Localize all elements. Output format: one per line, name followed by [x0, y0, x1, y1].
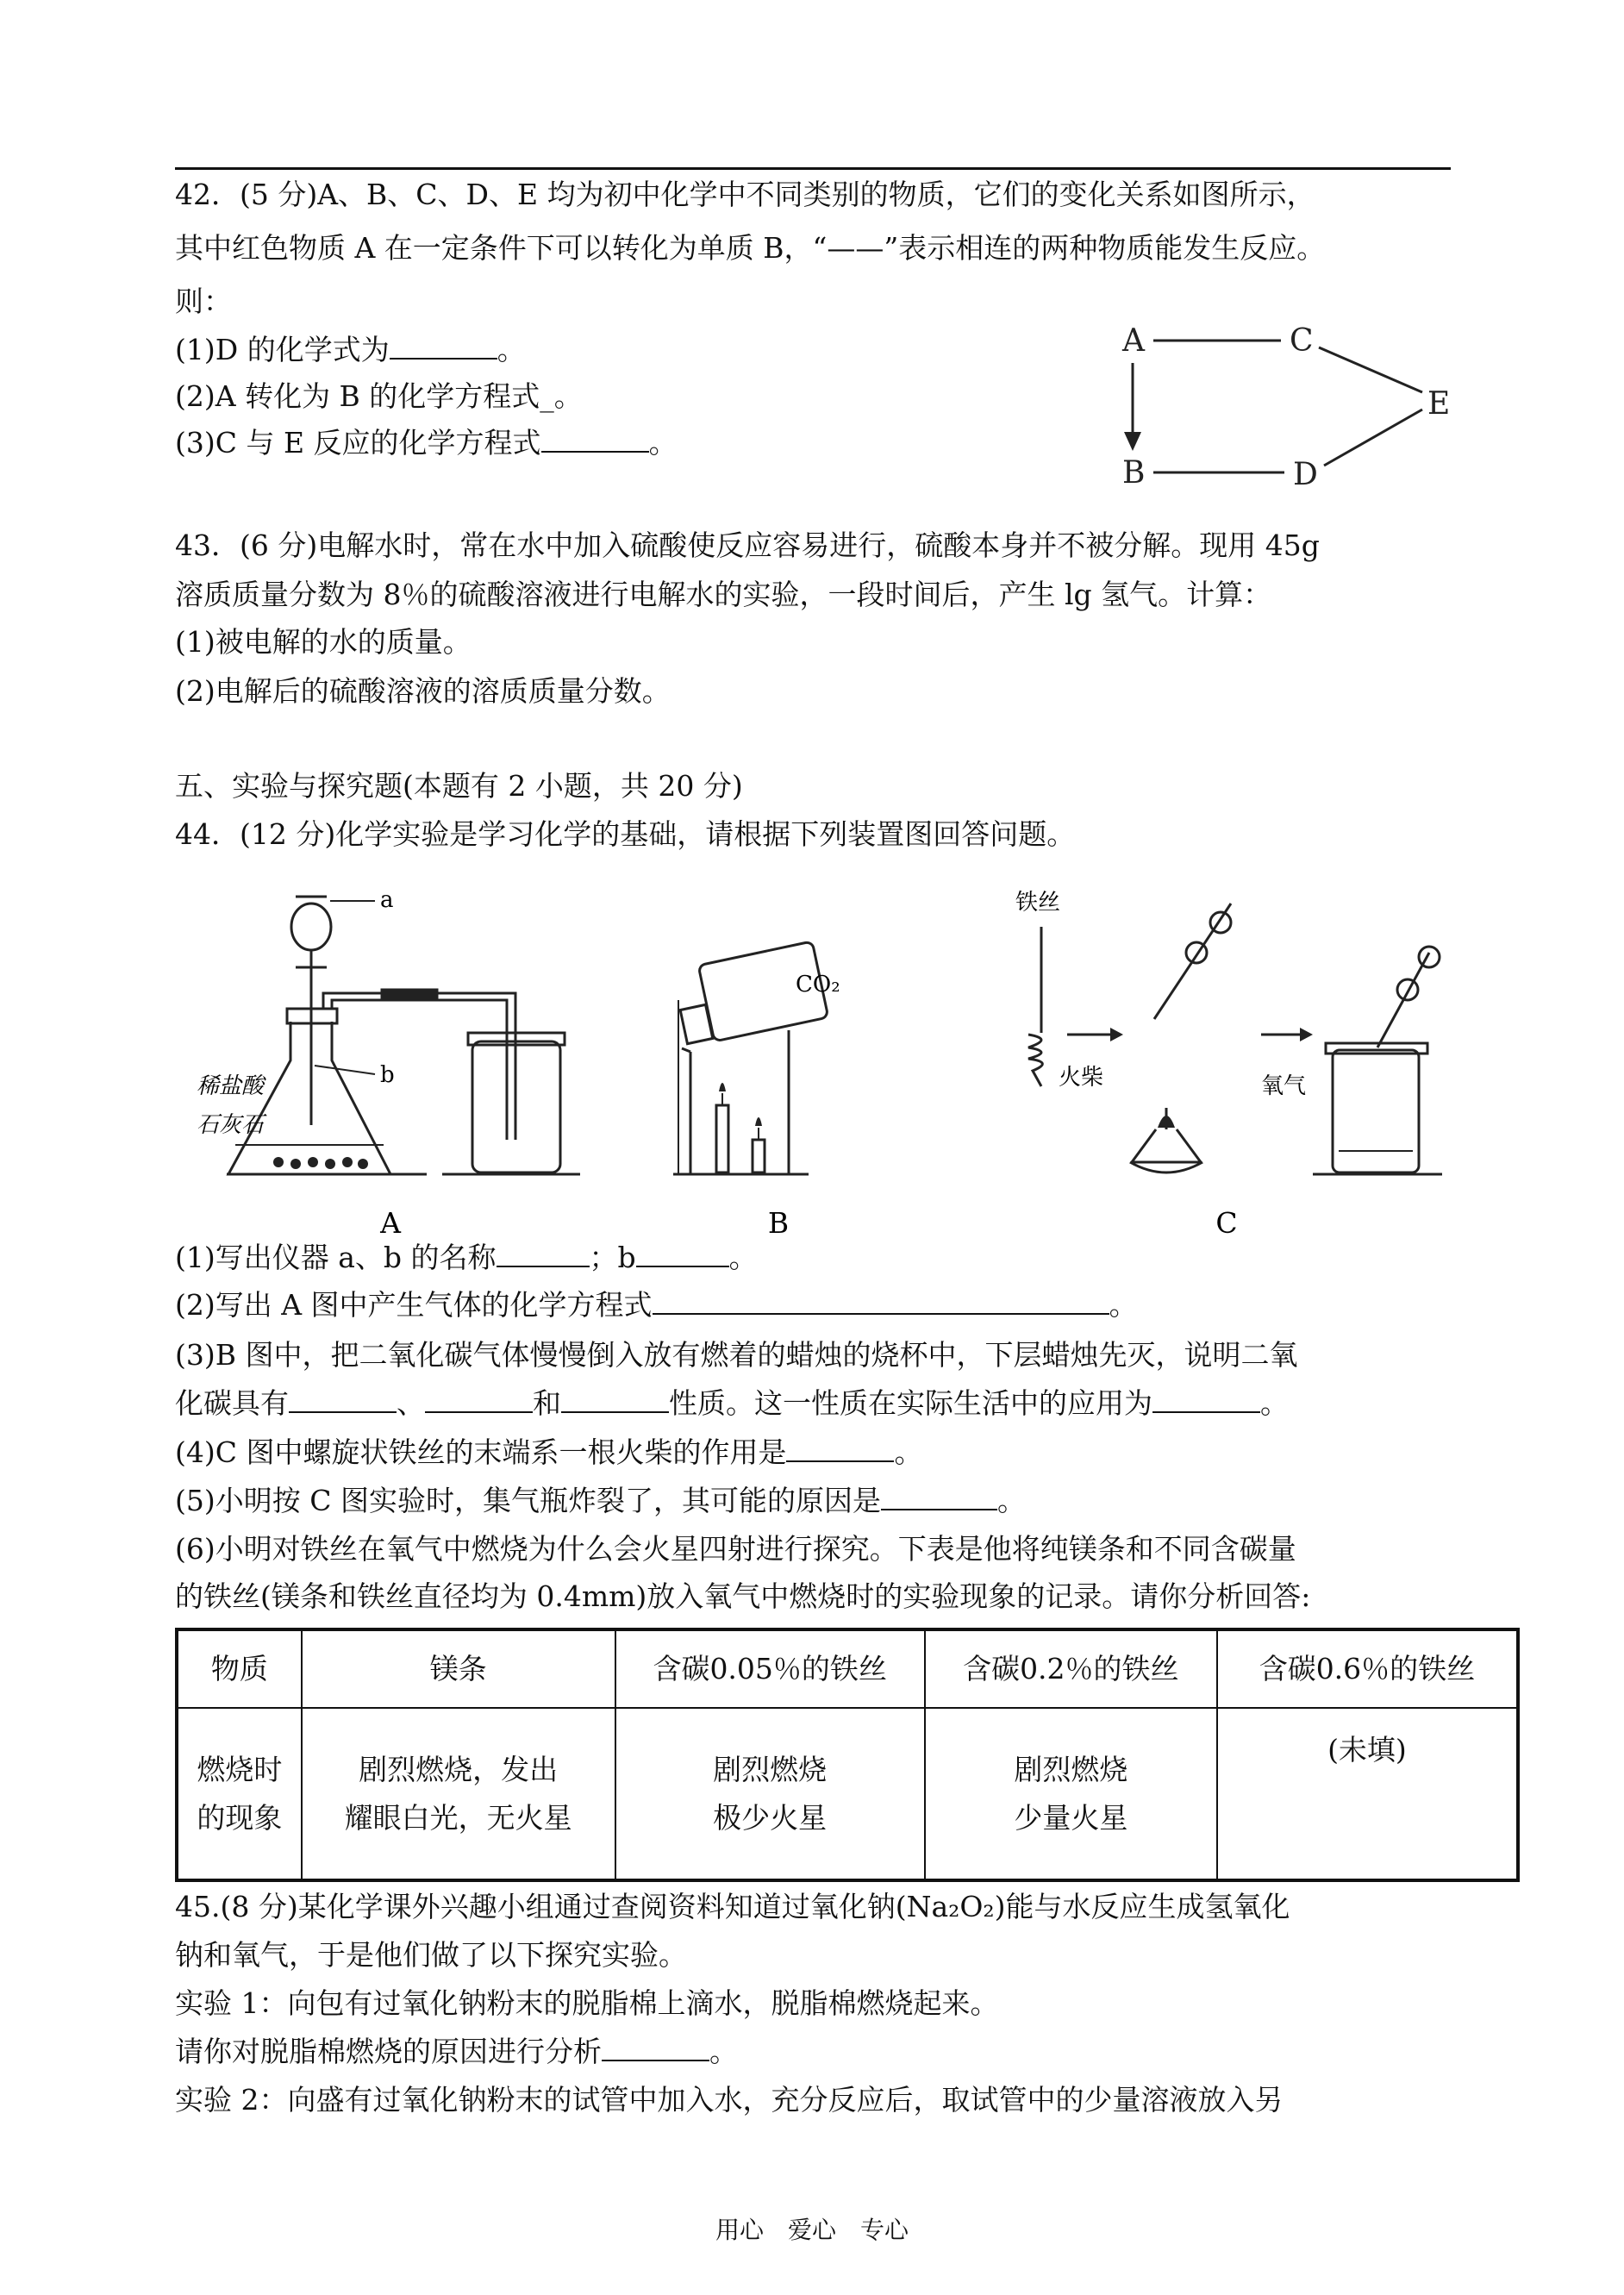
q44-sub-1-end: 。 — [728, 1241, 758, 1274]
cell-line: 极少火星 — [713, 1800, 828, 1835]
section-heading: 五、实验与探究题(本题有 2 小题，共 20 分) — [175, 769, 743, 803]
answer-blank[interactable] — [497, 1240, 590, 1267]
q44-sub-1-text: (1)写出仪器 a、b 的名称 — [175, 1241, 497, 1274]
label-oxygen: 氧气 — [1261, 1073, 1307, 1099]
candle-icon — [716, 1105, 728, 1173]
q45-exp-1-question-text: 请你对脱脂棉燃烧的原因进行分析 — [175, 2035, 602, 2068]
q44-sub-3-text-d: 性质。这一性质在实际生活中的应用为 — [669, 1386, 1152, 1420]
answer-blank[interactable] — [636, 1240, 729, 1267]
table-row-label — [177, 1708, 302, 1880]
q43-sub-2: (2)电解后的硫酸溶液的溶质质量分数。 — [175, 674, 671, 708]
table-cell — [615, 1708, 925, 1880]
label-acid: 稀盐酸 — [197, 1073, 265, 1099]
q45-exp-1-question — [175, 2033, 738, 2071]
flame-icon — [1158, 1116, 1175, 1128]
diagram-node-b: B — [1122, 455, 1146, 491]
label-limestone: 石灰石 — [197, 1112, 265, 1138]
table-header: 含碳0.6％的铁丝 — [1217, 1629, 1518, 1708]
q45-exp-1-question-end: 。 — [709, 2035, 738, 2068]
q44-apparatus-figure — [175, 871, 1468, 1250]
table-cell — [302, 1708, 615, 1880]
q44-sub-4 — [175, 1434, 922, 1472]
row-label-line: 的现象 — [197, 1800, 283, 1835]
limestone-pieces — [273, 1157, 368, 1169]
q44-sub-3-line-2 — [175, 1385, 1289, 1423]
answer-blank[interactable] — [561, 1385, 669, 1413]
q42-sub-3-end: 。 — [648, 426, 678, 460]
q42-sub-3-text: (3)C 与 E 反应的化学方程式 — [175, 426, 541, 460]
q42-line-1: 42．(5 分)A、B、C、D、E 均为初中化学中不同类别的物质，它们的变化关系如图所示， — [175, 178, 1315, 211]
q44-sub-6-line-1: (6)小明对铁丝在氧气中燃烧为什么会火星四射进行探究。下表是他将纯镁条和不同含碳量 — [175, 1532, 1296, 1566]
q44-sub-2 — [175, 1286, 1138, 1324]
q42-sub-1-end: 。 — [497, 333, 526, 366]
q44-sub-1 — [175, 1239, 758, 1277]
apparatus-c — [1028, 904, 1442, 1174]
combustion-table — [175, 1628, 1520, 1882]
q42-sub-2: (2)A 转化为 B 的化学方程式_。 — [175, 379, 583, 413]
candle-icon — [753, 1140, 765, 1173]
diagram-node-e: E — [1427, 386, 1451, 422]
iron-wire-coil-icon — [1028, 1035, 1042, 1086]
cell-line: 耀眼白光，无火星 — [344, 1800, 572, 1835]
q44-intro: 44．(12 分)化学实验是学习化学的基础，请根据下列装置图回答问题。 — [175, 817, 1076, 851]
answer-blank[interactable] — [425, 1385, 533, 1413]
table-header: 含碳0.2％的铁丝 — [925, 1629, 1217, 1708]
label-match: 火柴 — [1059, 1065, 1104, 1091]
q42-sub-1-text: (1)D 的化学式为 — [175, 333, 390, 366]
label-iron-wire: 铁丝 — [1015, 890, 1061, 916]
q44-sub-3-text-a: 化碳具有 — [175, 1386, 289, 1420]
q43-line-2: 溶质质量分数为 8％的硫酸溶液进行电解水的实验，一段时间后，产生 lg 氢气。计算： — [175, 578, 1272, 611]
row-label-line: 燃烧时 — [197, 1752, 283, 1786]
table-cell — [925, 1708, 1217, 1880]
q42-line-3: 则： — [175, 285, 232, 318]
flame-icon — [755, 1117, 762, 1126]
cell-line: 剧烈燃烧 — [1014, 1752, 1128, 1786]
diagram-node-d: D — [1293, 457, 1318, 492]
q44-sub-2-text: (2)写出 A 图中产生气体的化学方程式 — [175, 1288, 653, 1322]
q45-exp-2: 实验 2：向盛有过氧化钠粉末的试管中加入水，充分反应后，取试管中的少量溶液放入另 — [175, 2083, 1284, 2117]
cell-line: 少量火星 — [1014, 1800, 1128, 1835]
cell-line: (未填) — [1327, 1733, 1407, 1767]
header-rule — [175, 167, 1451, 170]
q43-sub-1: (1)被电解的水的质量。 — [175, 625, 472, 659]
arrow-head-icon — [1124, 432, 1141, 451]
q44-sub-4-end: 。 — [894, 1435, 923, 1469]
diagram-edge-c-e — [1319, 347, 1422, 392]
alcohol-lamp-icon — [1132, 1129, 1201, 1162]
q45-exp-1: 实验 1：向包有过氧化钠粉末的脱脂棉上滴水，脱脂棉燃烧起来。 — [175, 1986, 999, 2020]
answer-blank[interactable] — [602, 2034, 709, 2061]
q44-sub-3-text-c: 和 — [533, 1386, 561, 1420]
q42-line-2: 其中红色物质 A 在一定条件下可以转化为单质 B，“——”表示相连的两种物质能发生反应。 — [175, 231, 1326, 265]
q44-sub-3-text-e: 。 — [1260, 1386, 1289, 1420]
table-header: 镁条 — [302, 1629, 615, 1708]
page-footer: 用心 爱心 专心 — [715, 2216, 909, 2244]
diagram-node-c: C — [1290, 323, 1314, 359]
diagram-node-a: A — [1122, 323, 1145, 359]
table-header: 含碳0.05％的铁丝 — [615, 1629, 925, 1708]
q45-line-2: 钠和氧气，于是他们做了以下探究实验。 — [175, 1938, 687, 1972]
q44-sub-4-text: (4)C 图中螺旋状铁丝的末端系一根火柴的作用是 — [175, 1435, 787, 1469]
q44-sub-5 — [175, 1482, 1026, 1520]
label-b: b — [380, 1062, 395, 1088]
figure-caption-c: C — [1215, 1206, 1238, 1240]
figure-caption-a: A — [380, 1206, 401, 1240]
table-row — [177, 1708, 1518, 1880]
oxygen-jar-icon — [1333, 1050, 1419, 1173]
answer-blank[interactable] — [390, 332, 497, 360]
label-a: a — [380, 887, 394, 913]
beaker-icon — [690, 1030, 789, 1174]
label-co2: CO₂ — [796, 972, 840, 997]
q45-line-1: 45.(8 分)某化学课外兴趣小组通过查阅资料知道过氧化钠(Na₂O₂)能与水反应生成氢氧化 — [175, 1890, 1290, 1923]
q42-sub-3 — [175, 424, 678, 462]
q42-sub-1 — [175, 331, 526, 369]
answer-blank[interactable] — [786, 1435, 894, 1462]
diagram-edge-d-e — [1324, 410, 1422, 466]
q44-sub-6-line-2: 的铁丝(镁条和铁丝直径均为 0.4mm)放入氧气中燃烧时的实验现象的记录。请你分析回答: — [175, 1579, 1311, 1613]
table-header: 物质 — [177, 1629, 302, 1708]
figure-caption-b: B — [767, 1206, 790, 1240]
q44-sub-3-line-1: (3)B 图中，把二氧化碳气体慢慢倒入放有燃着的蜡烛的烧杯中，下层蜡烛先灭，说明二氧 — [175, 1338, 1298, 1372]
apparatus-a — [227, 897, 580, 1174]
separatory-funnel-icon — [291, 904, 331, 950]
cell-line: 剧烈燃烧，发出 — [359, 1752, 559, 1786]
q44-sub-2-end: 。 — [1109, 1288, 1138, 1322]
table-header-row — [177, 1629, 1518, 1708]
flame-icon — [719, 1083, 726, 1091]
q44-sub-5-text: (5)小明按 C 图实验时，集气瓶炸裂了，其可能的原因是 — [175, 1484, 881, 1517]
q44-sub-3-text-b: 、 — [397, 1386, 425, 1420]
q43-line-1: 43．(6 分)电解水时，常在水中加入硫酸使反应容易进行，硫酸本身并不被分解。现用 45g — [175, 528, 1320, 562]
q44-sub-1-mid: ；b — [589, 1241, 636, 1274]
q42-relation-diagram — [1112, 306, 1491, 504]
answer-blank[interactable] — [1152, 1385, 1260, 1413]
table-cell — [1217, 1708, 1518, 1880]
answer-blank[interactable] — [881, 1483, 997, 1510]
answer-blank[interactable] — [541, 425, 649, 453]
q44-sub-5-end: 。 — [996, 1484, 1026, 1517]
answer-blank[interactable] — [289, 1385, 397, 1413]
cell-line: 剧烈燃烧 — [713, 1752, 828, 1786]
answer-blank[interactable] — [653, 1287, 1109, 1315]
